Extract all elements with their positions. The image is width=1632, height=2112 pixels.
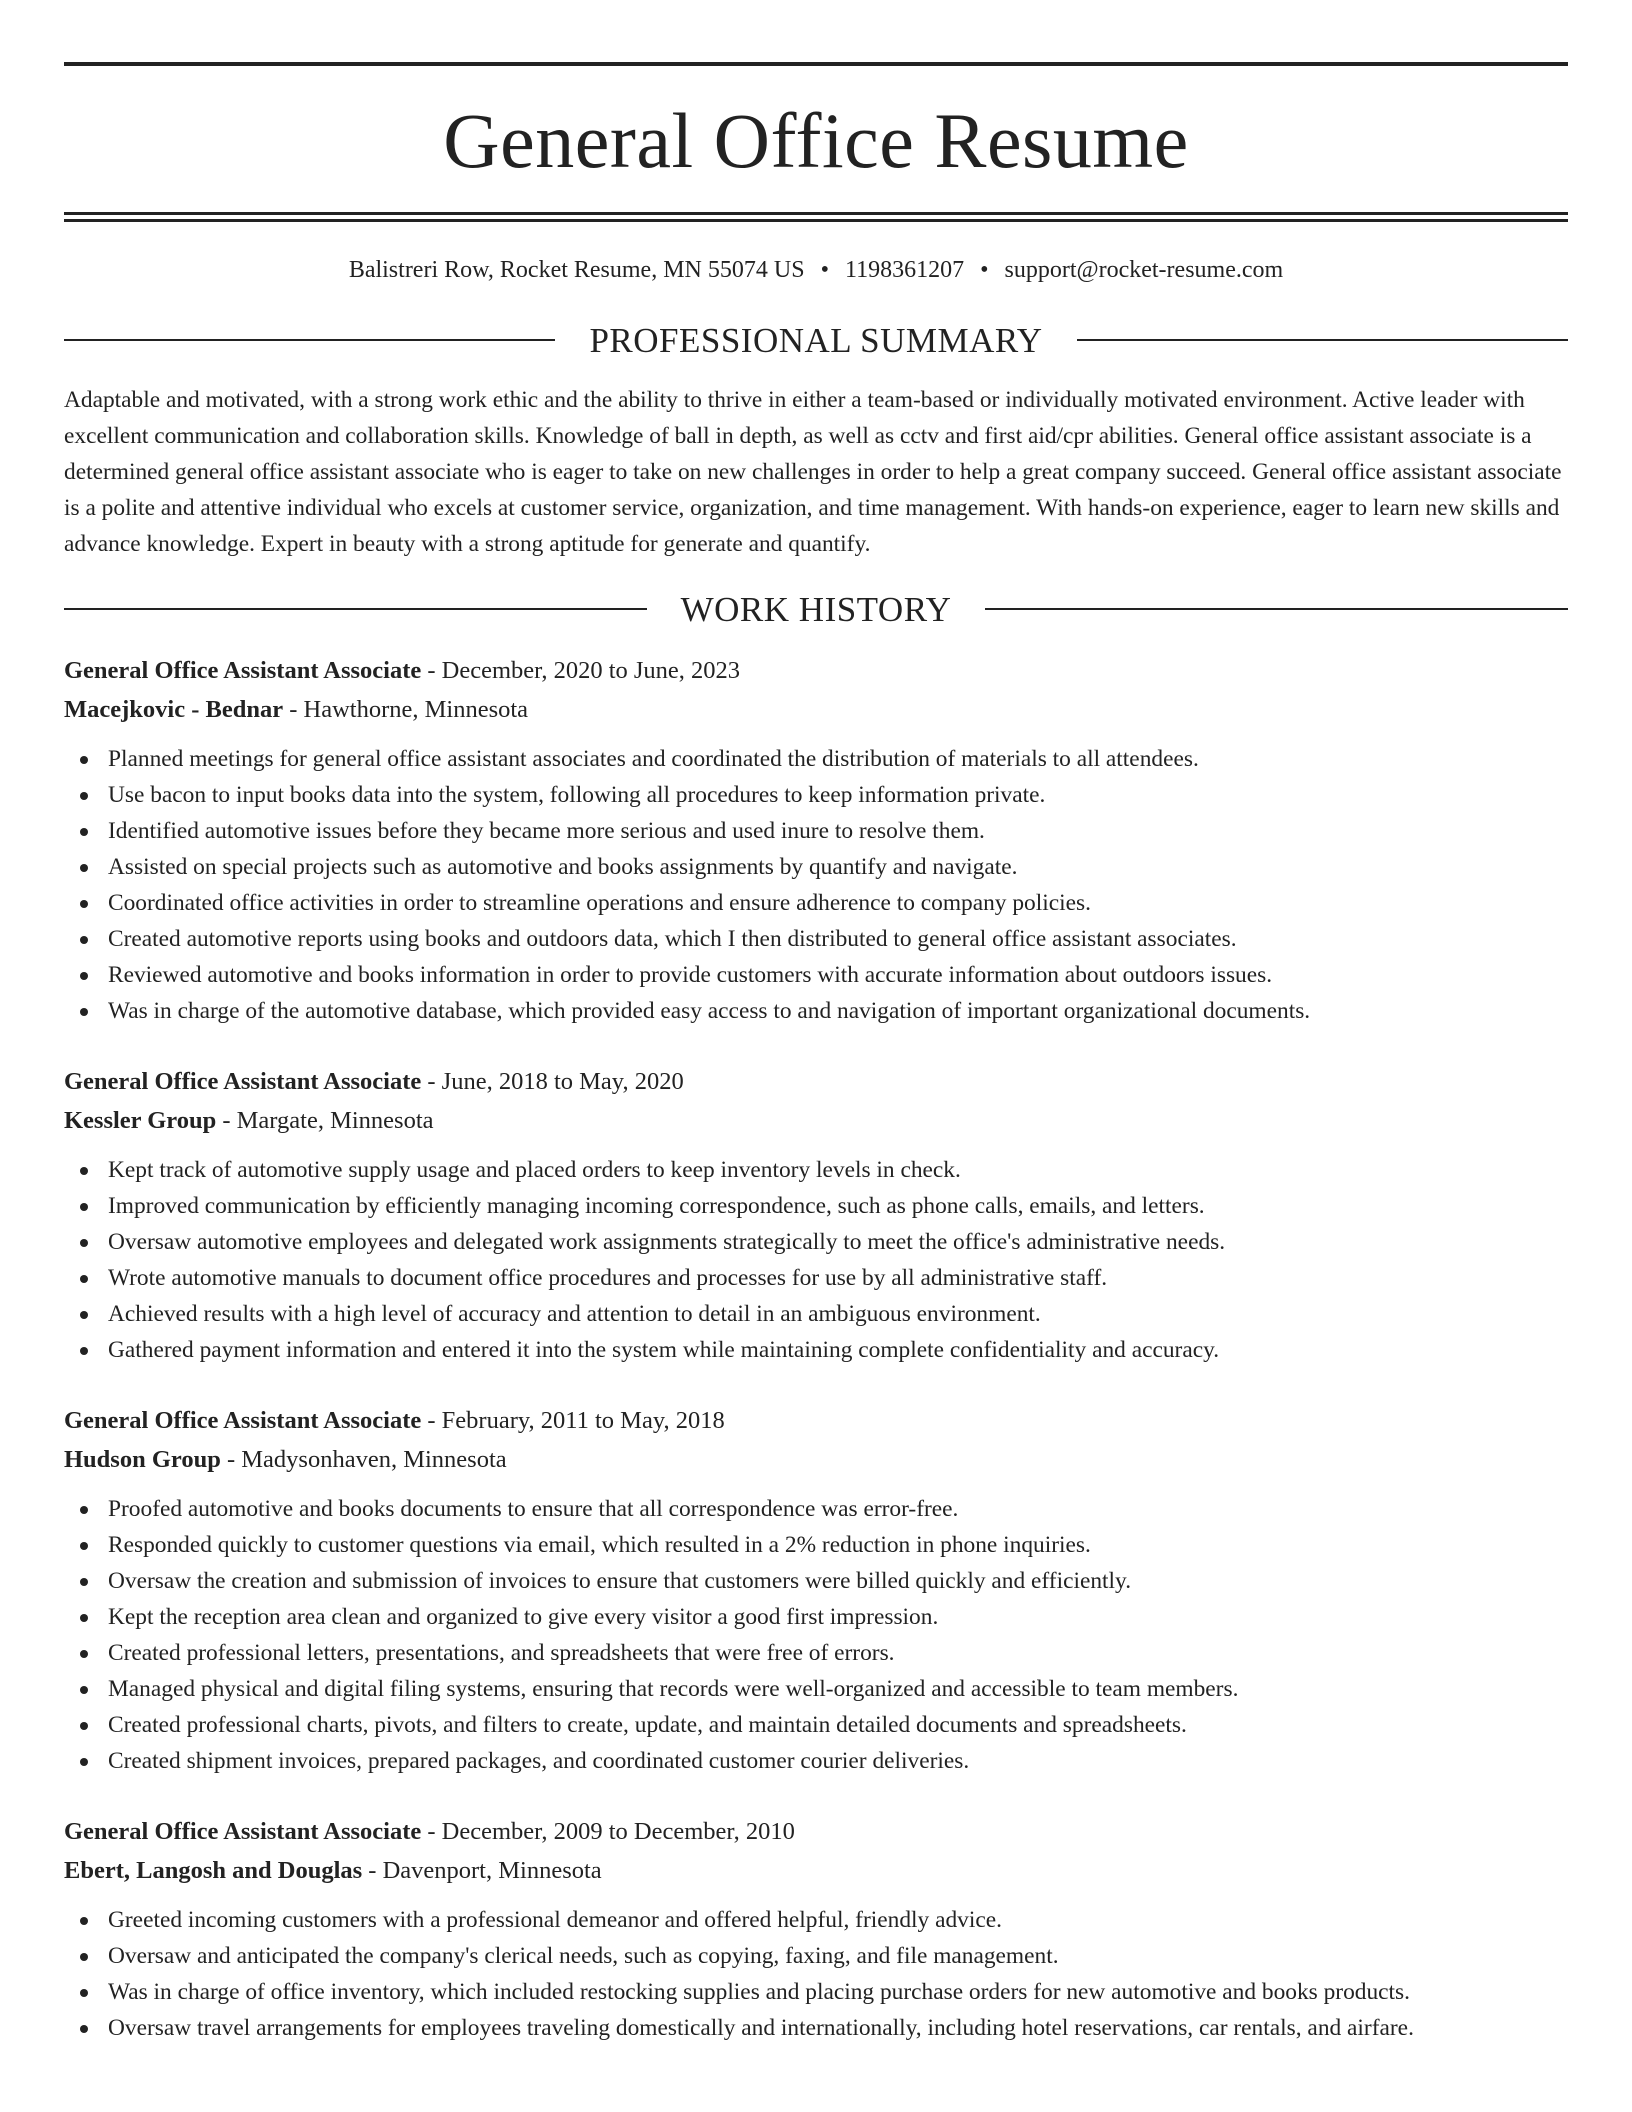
heading-rule-right <box>1077 339 1568 341</box>
job-company: Kessler Group <box>64 1106 217 1134</box>
job-bullet: Coordinated office activities in order to streamline operations and ensure adherence to company policies. <box>64 885 1568 921</box>
job-title: General Office Assistant Associate <box>64 1817 422 1845</box>
heading-rule-left <box>64 339 555 341</box>
title-double-rule <box>64 212 1568 222</box>
job-bullet-list <box>64 741 1568 1029</box>
job-entry <box>64 1062 1568 1368</box>
job-title: General Office Assistant Associate <box>64 656 422 684</box>
job-bullet: Identified automotive issues before they became more serious and used inure to resolve them. <box>64 813 1568 849</box>
job-title-line <box>64 1401 1568 1440</box>
resume-title: General Office Resume <box>443 97 1189 184</box>
job-bullet: Oversaw and anticipated the company's clerical needs, such as copying, faxing, and file management. <box>64 1938 1568 1974</box>
contact-line <box>64 256 1568 285</box>
job-bullet: Gathered payment information and entered it into the system while maintaining complete confidentiality and accuracy. <box>64 1332 1568 1368</box>
job-company: Hudson Group <box>64 1445 221 1473</box>
job-bullet: Was in charge of the automotive database, which provided easy access to and navigation of important organizational documents. <box>64 993 1568 1029</box>
job-location: - Hawthorne, Minnesota <box>283 695 529 723</box>
contact-separator: • <box>820 257 829 283</box>
job-title-line <box>64 1062 1568 1101</box>
heading-rule-left <box>64 608 647 610</box>
job-title-line <box>64 651 1568 690</box>
job-title-line <box>64 1812 1568 1851</box>
job-title: General Office Assistant Associate <box>64 1406 422 1434</box>
job-bullet-list <box>64 1491 1568 1779</box>
job-location: - Margate, Minnesota <box>216 1106 434 1134</box>
job-dates: - December, 2020 to June, 2023 <box>421 656 741 684</box>
job-company: Ebert, Langosh and Douglas <box>64 1856 363 1884</box>
job-bullet: Created shipment invoices, prepared packages, and coordinated customer courier deliveries. <box>64 1743 1568 1779</box>
job-bullet: Proofed automotive and books documents to ensure that all correspondence was error-free. <box>64 1491 1568 1527</box>
job-bullet: Improved communication by efficiently managing incoming correspondence, such as phone calls, emails, and letters. <box>64 1188 1568 1224</box>
work-history-heading <box>64 589 1568 629</box>
job-bullet: Planned meetings for general office assistant associates and coordinated the distribution of materials to all attendees. <box>64 741 1568 777</box>
job-bullet: Achieved results with a high level of accuracy and attention to detail in an ambiguous environment. <box>64 1296 1568 1332</box>
job-bullet: Responded quickly to customer questions via email, which resulted in a 2% reduction in phone inquiries. <box>64 1527 1568 1563</box>
job-company-line <box>64 690 1568 729</box>
contact-separator: • <box>980 257 989 283</box>
job-bullet: Kept the reception area clean and organized to give every visitor a good first impression. <box>64 1599 1568 1635</box>
job-company-line <box>64 1101 1568 1140</box>
heading-rule-right <box>985 608 1568 610</box>
job-company-line <box>64 1851 1568 1890</box>
job-bullet: Assisted on special projects such as automotive and books assignments by quantify and navigate. <box>64 849 1568 885</box>
job-bullet: Managed physical and digital filing systems, ensuring that records were well-organized and accessible to team members. <box>64 1671 1568 1707</box>
job-dates: - December, 2009 to December, 2010 <box>421 1817 795 1845</box>
job-dates: - February, 2011 to May, 2018 <box>421 1406 725 1434</box>
job-company: Macejkovic - Bednar <box>64 695 284 723</box>
job-bullet: Was in charge of office inventory, which included restocking supplies and placing purchase orders for new automotive and books products. <box>64 1974 1568 2010</box>
work-history-list <box>64 651 1568 2046</box>
summary-heading-label: PROFESSIONAL SUMMARY <box>589 320 1043 360</box>
job-entry <box>64 1401 1568 1779</box>
contact-email: support@rocket-resume.com <box>1004 257 1284 283</box>
job-bullet: Kept track of automotive supply usage and placed orders to keep inventory levels in check. <box>64 1152 1568 1188</box>
contact-phone: 1198361207 <box>844 257 965 283</box>
job-bullet: Wrote automotive manuals to document office procedures and processes for use by all administrative staff. <box>64 1260 1568 1296</box>
job-bullet: Oversaw the creation and submission of invoices to ensure that customers were billed quickly and efficiently. <box>64 1563 1568 1599</box>
contact-address: Balistreri Row, Rocket Resume, MN 55074 US <box>348 257 805 283</box>
job-bullet: Greeted incoming customers with a professional demeanor and offered helpful, friendly advice. <box>64 1902 1568 1938</box>
job-bullet: Reviewed automotive and books information in order to provide customers with accurate information about outdoors issues. <box>64 957 1568 993</box>
job-bullet: Use bacon to input books data into the system, following all procedures to keep information private. <box>64 777 1568 813</box>
job-location: - Madysonhaven, Minnesota <box>220 1445 507 1473</box>
job-location: - Davenport, Minnesota <box>362 1856 602 1884</box>
work-history-heading-label: WORK HISTORY <box>680 589 952 629</box>
job-dates: - June, 2018 to May, 2020 <box>421 1067 684 1095</box>
top-rule <box>64 62 1568 66</box>
summary-text: Adaptable and motivated, with a strong work ethic and the ability to thrive in either a team-based or individually motivated environment. Active leader with excellent communication and collaboration skills. Knowledge of ball in depth, as well as cctv and first aid/cpr abilities. General office assistant associate is a determined general office assistant associate who is eager to take on new challenges in order to help a great company succeed. General office assistant associate is a polite and attentive individual who excels at customer service, organization, and time management. With hands-on experience, eager to learn new skills and advance knowledge. Expert in beauty with a strong aptitude for generate and quantify. <box>64 386 1562 557</box>
job-entry <box>64 1812 1568 2046</box>
job-bullet: Oversaw automotive employees and delegated work assignments strategically to meet the office's administrative needs. <box>64 1224 1568 1260</box>
job-bullet: Created professional letters, presentations, and spreadsheets that were free of errors. <box>64 1635 1568 1671</box>
job-entry <box>64 651 1568 1029</box>
job-bullet: Oversaw travel arrangements for employees traveling domestically and internationally, including hotel reservations, car rentals, and airfare. <box>64 2010 1568 2046</box>
job-bullet: Created automotive reports using books and outdoors data, which I then distributed to general office assistant associates. <box>64 921 1568 957</box>
job-title: General Office Assistant Associate <box>64 1067 422 1095</box>
job-bullet-list <box>64 1902 1568 2046</box>
summary-heading <box>64 320 1568 360</box>
job-bullet: Created professional charts, pivots, and filters to create, update, and maintain detailed documents and spreadsheets. <box>64 1707 1568 1743</box>
job-bullet-list <box>64 1152 1568 1368</box>
job-company-line <box>64 1440 1568 1479</box>
